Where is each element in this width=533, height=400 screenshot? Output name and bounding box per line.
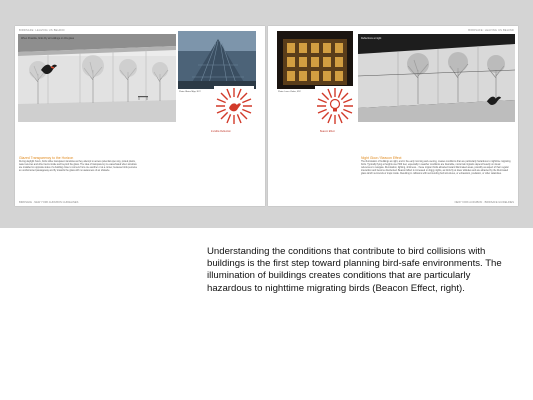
- right-section-heading: Night Glow / Beacon Effect: [361, 156, 402, 160]
- left-inset-photo: [178, 31, 256, 89]
- bird-icon: [40, 62, 58, 76]
- left-sunburst-diagram: [214, 86, 254, 126]
- left-inset-caption: Photo: Blaine Mlyn, NYC: [179, 91, 202, 93]
- left-inset-label: Invisible Reflection: [211, 130, 231, 133]
- right-footer: NEW YORK AUDUBON · BIRDSAFE GUIDELINES: [454, 201, 514, 204]
- right-inset-photo: [277, 31, 353, 89]
- left-photo-caption: When Possible, birds Fly at buildings on this glass: [21, 37, 75, 40]
- right-inset-caption: Photo: Laura Clarke, NYC: [278, 91, 302, 93]
- left-section-heading: Glazed Transparency to the Horizon: [19, 156, 74, 160]
- right-page: [268, 26, 518, 206]
- right-sunburst-diagram: [315, 86, 355, 126]
- bird-icon: [486, 94, 502, 107]
- left-page: [15, 26, 265, 206]
- left-footer: BIRDSAFE · NEW YORK AUDUBON GUIDELINES: [19, 201, 79, 204]
- left-main-photo: [18, 34, 176, 122]
- right-body-text: The illumination of buildings at night, and in the early morning and evening, creates conditions that are particularly hazardous to nighttime migrating birds. Typically flying at heights over 500 feet, especially in weather conditions are favorable, nocturnal migrants depend heavily on visual references to navigate. Illumination, lighting, shininess... these migrant birds attracted toward illuminated areas, possibly as aspect of their regular interaction and become disoriented. Beacon Effect is increased on foggy nights, as birds fly at lower altitudes and are attracted by the illuminated glass which surrounds or traps inside. Resulting in collisions with surrounding built structures, or exhaustion, predation, or other calamities.: [361, 161, 511, 175]
- description-paragraph: Understanding the conditions that contribute to bird collisions with buildings is the first step toward planning bird-safe environments. The illumination of buildings creates conditions that are particularly hazardous to nighttime migrating birds (Beacon Effect, right).: [207, 246, 502, 294]
- right-inset-label: Beacon Effect: [320, 130, 335, 133]
- right-running-head: BIRDSAFE: LEAVING US BEHIND: [468, 29, 514, 32]
- left-body-text: During daylight hours, birds strike transparent windows as they attempt to access potential open sky, potted plants, water sources and other items inside and beyond the glass. The idea of transparency is exacerbated when windows are installed on opposite sides of a building close to corners from one another or at a corner, because birds perceive an unobstructed passageway and fly towards the glass with no awareness of an obstacle.: [19, 161, 137, 172]
- left-running-head: BIRDSAFE: LEAVING US BEHIND: [19, 29, 65, 32]
- right-photo-caption: Reflections at night: [361, 37, 382, 40]
- right-main-photo: [358, 34, 515, 122]
